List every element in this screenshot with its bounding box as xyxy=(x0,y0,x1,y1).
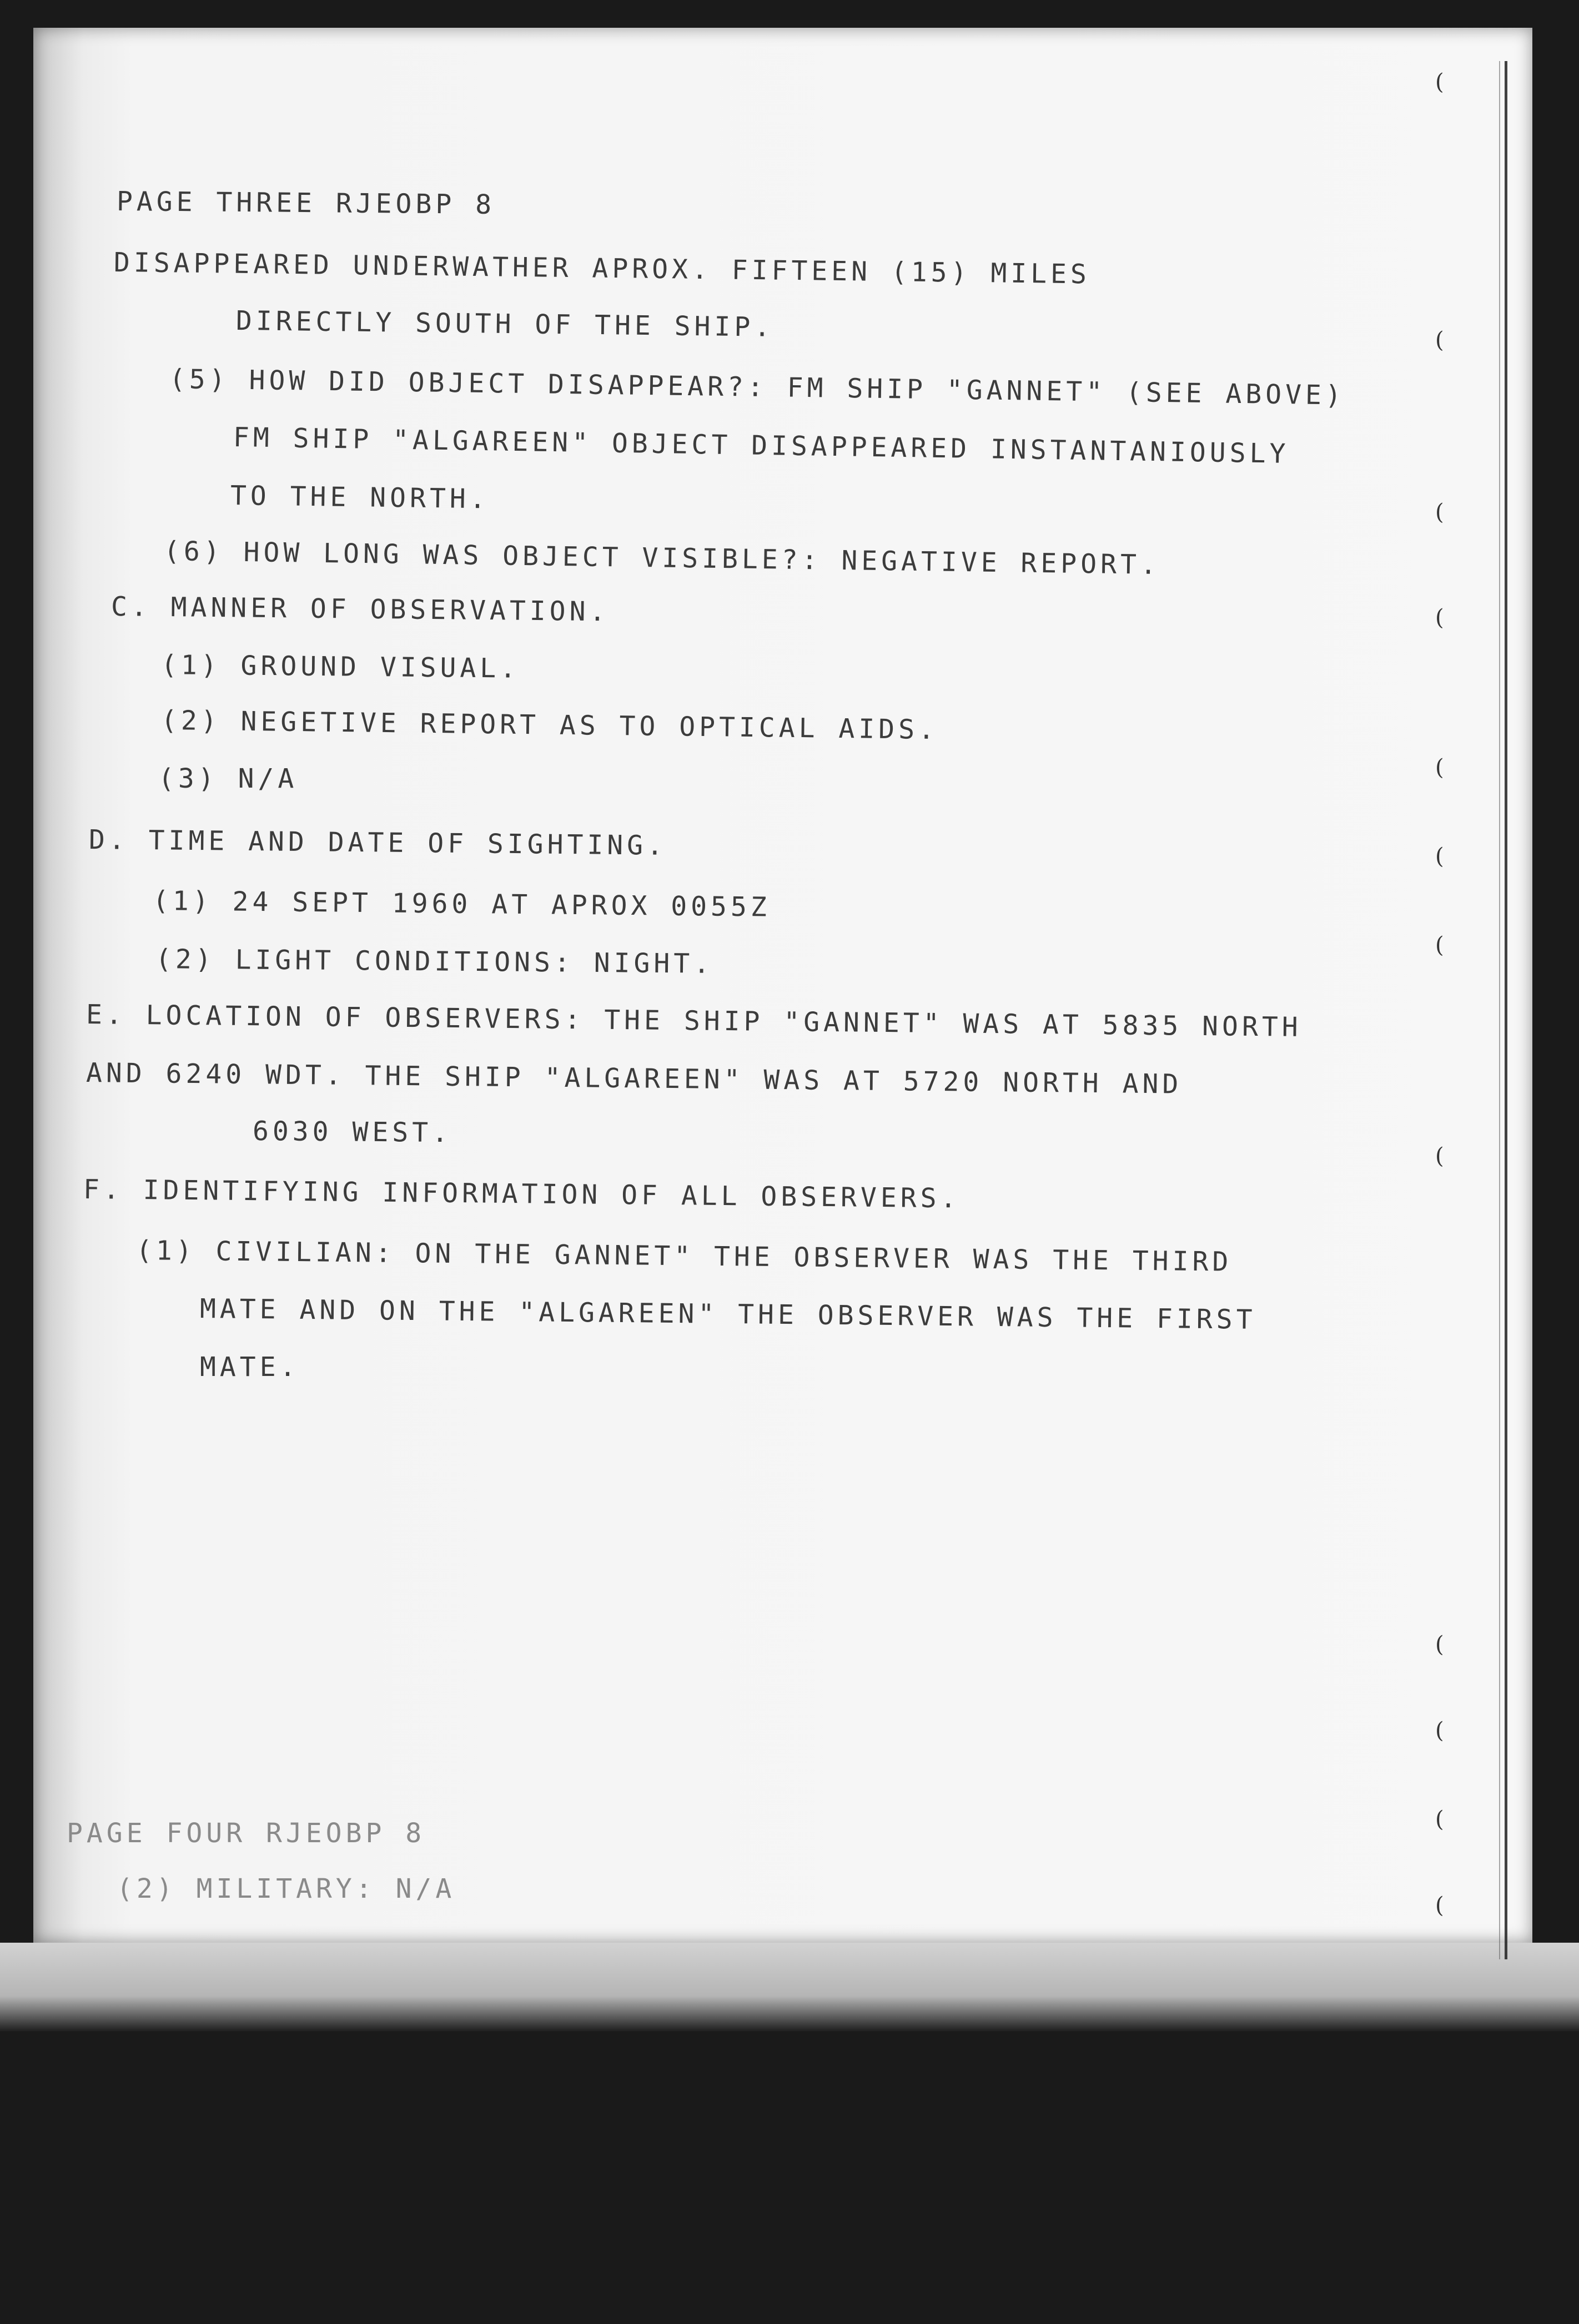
section-d-heading: D. TIME AND DATE OF SIGHTING. xyxy=(88,824,667,861)
text-line-9: (2) NEGETIVE REPORT AS TO OPTICAL AIDS. xyxy=(160,705,939,746)
right-margin-rule-inner xyxy=(1499,61,1500,1959)
text-line-16: 6030 WEST. xyxy=(252,1116,452,1149)
text-line-4: FM SHIP "ALGAREEN" OBJECT DISAPPEARED INSTANTANIOUSLY xyxy=(233,422,1290,470)
text-line-19: MATE AND ON THE "ALGAREEN" THE OBSERVER WAS THE FIRST xyxy=(199,1293,1256,1335)
margin-mark: ( xyxy=(1435,1143,1444,1169)
text-line-1: DISAPPEARED UNDERWATHER APROX. FIFTEEN (15) MILES xyxy=(113,247,1091,290)
text-line-13: (2) LIGHT CONDITIONS: NIGHT. xyxy=(155,944,714,980)
text-line-15: AND 6240 WDT. THE SHIP "ALGAREEN" WAS AT 5720 NORTH AND xyxy=(86,1057,1183,1100)
margin-mark: ( xyxy=(1435,1893,1444,1918)
text-line-10: (3) N/A xyxy=(158,763,298,794)
text-line-6: (6) HOW LONG WAS OBJECT VISIBLE?: NEGATIVE REPORT. xyxy=(163,536,1161,581)
text-line-12: (1) 24 SEPT 1960 AT APROX 0055Z xyxy=(152,885,771,923)
text-line-18: (1) CIVILIAN: ON THE GANNET" THE OBSERVER WAS THE THIRD xyxy=(135,1235,1233,1278)
margin-mark: ( xyxy=(1435,932,1444,958)
text-line-8: (1) GROUND VISUAL. xyxy=(160,649,520,684)
text-line-20: MATE. xyxy=(200,1352,300,1383)
right-margin-rule xyxy=(1505,61,1507,1959)
margin-mark: ( xyxy=(1435,1807,1444,1832)
margin-mark: ( xyxy=(1435,755,1444,780)
margin-mark: ( xyxy=(1435,327,1444,353)
film-margin xyxy=(0,1943,1579,2031)
section-f-heading: F. IDENTIFYING INFORMATION OF ALL OBSERVERS. xyxy=(83,1174,961,1214)
text-line-5: TO THE NORTH. xyxy=(230,480,490,515)
margin-mark: ( xyxy=(1435,605,1444,631)
margin-mark: ( xyxy=(1435,1632,1444,1657)
section-e-heading: E. LOCATION OF OBSERVERS: THE SHIP "GANNET" WAS AT 5835 NORTH xyxy=(86,999,1302,1043)
page-three-header: PAGE THREE RJEOBP 8 xyxy=(116,186,496,220)
text-line-2: DIRECTLY SOUTH OF THE SHIP. xyxy=(235,305,775,343)
margin-mark: ( xyxy=(1435,69,1444,95)
margin-mark: ( xyxy=(1435,500,1444,525)
page-four-header: PAGE FOUR RJEOBP 8 xyxy=(67,1818,426,1849)
margin-mark: ( xyxy=(1435,844,1444,869)
margin-mark: ( xyxy=(1435,1718,1444,1743)
page-four-line-1: (2) MILITARY: N/A xyxy=(117,1873,456,1904)
text-line-3: (5) HOW DID OBJECT DISAPPEAR?: FM SHIP "GANNET" (SEE ABOVE) xyxy=(169,364,1346,411)
section-c-heading: C. MANNER OF OBSERVATION. xyxy=(110,591,610,628)
